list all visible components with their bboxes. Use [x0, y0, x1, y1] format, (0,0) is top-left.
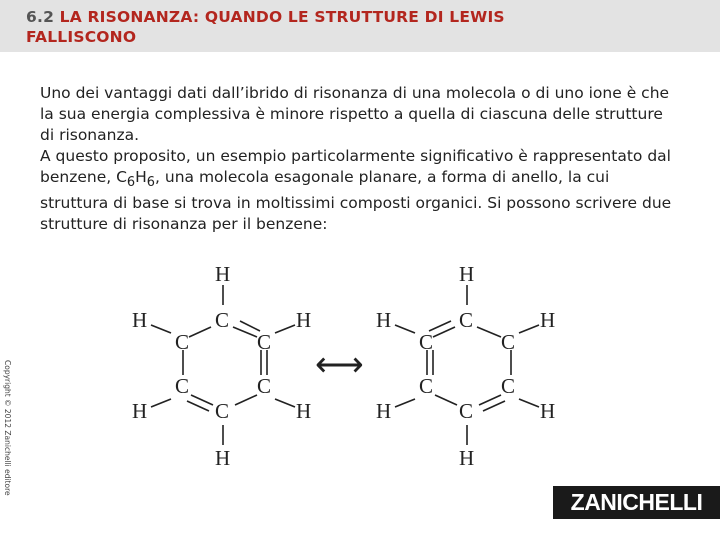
body-text — [40, 83, 680, 235]
atom-c-lower-left: C — [175, 374, 190, 398]
atom-c-lower-right: C — [501, 374, 516, 398]
atom-h-lower-right: H — [540, 399, 556, 423]
benzene-resonance-figure — [115, 255, 585, 475]
atom-h-top: H — [459, 262, 475, 286]
para2-after: , una molecola esagonale planare, a forma di anello, la cui struttura di base si trova in moltissimi composti organici. Si possono scrivere due strutture di risonanza per il benzene: — [40, 168, 672, 234]
formula-h: H — [135, 168, 147, 186]
atom-h-upper-left: H — [376, 308, 392, 332]
section-number: 6.2 — [26, 8, 55, 26]
atom-h-top: H — [215, 262, 231, 286]
resonance-arrow: ⟷ — [315, 347, 364, 384]
atom-h-lower-left: H — [132, 399, 148, 423]
paragraph-2 — [40, 146, 680, 235]
atom-c-upper-right: C — [257, 330, 272, 354]
benzene-structure-left — [132, 262, 311, 470]
subscript-h6: 6 — [146, 175, 156, 191]
atom-c-lower-left: C — [419, 374, 434, 398]
atom-c-bottom: C — [215, 399, 230, 423]
atom-c-upper-left: C — [175, 330, 190, 354]
atom-c-top: C — [215, 308, 230, 332]
atom-c-top: C — [459, 308, 474, 332]
para2-before: A questo proposito, un esempio particolarmente significativo è rappresentato dal benzene, C — [40, 147, 671, 186]
atom-h-lower-right: H — [296, 399, 312, 423]
atom-c-bottom: C — [459, 399, 474, 423]
copyright-note — [0, 360, 14, 530]
benzene-structure-right — [376, 262, 555, 470]
atom-h-bottom: H — [459, 446, 475, 470]
publisher-logo: ZANICHELLI — [553, 486, 720, 519]
title-line1: LA RISONANZA: QUANDO LE STRUTTURE DI LEWIS — [59, 8, 505, 26]
copyright-text: Copyright © 2012 Zanichelli editore — [3, 360, 12, 496]
atom-h-lower-left: H — [376, 399, 392, 423]
atom-c-lower-right: C — [257, 374, 272, 398]
atom-c-upper-left: C — [419, 330, 434, 354]
title-line2: FALLISCONO — [26, 28, 137, 46]
page-title — [26, 7, 666, 47]
atom-c-upper-right: C — [501, 330, 516, 354]
paragraph-1: Uno dei vantaggi dati dall’ibrido di risonanza di una molecola o di uno ione è che la sua energia complessiva è minore rispetto a quella di ciascuna delle strutture di risonanza. — [40, 84, 670, 144]
atom-h-upper-right: H — [296, 308, 312, 332]
atom-h-upper-right: H — [540, 308, 556, 332]
subscript-c6: 6 — [126, 175, 136, 191]
atom-h-upper-left: H — [132, 308, 148, 332]
atom-h-bottom: H — [215, 446, 231, 470]
